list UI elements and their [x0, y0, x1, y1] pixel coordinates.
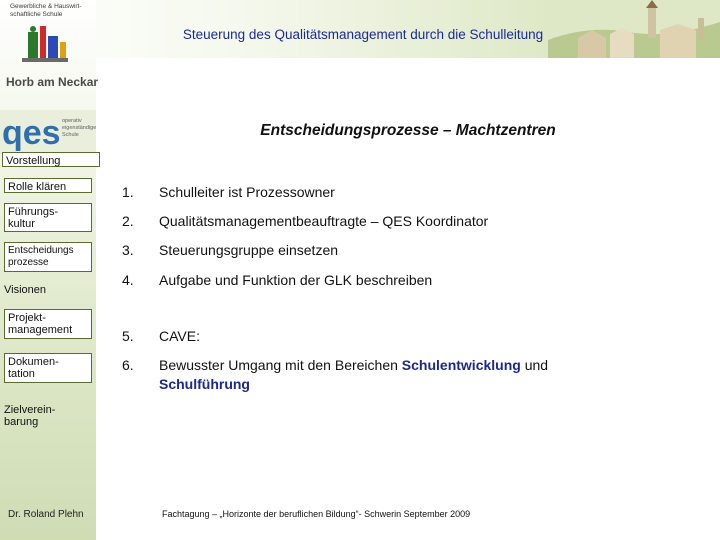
- city-name: Horb am Neckar: [6, 75, 99, 89]
- sidebar-item-entscheidungsprozesse[interactable]: Entscheidungs prozesse: [4, 242, 92, 272]
- list-number: 6.: [122, 357, 134, 373]
- list-number: 1.: [122, 184, 134, 200]
- sidebar-item-projektmanagement[interactable]: Projekt- management: [4, 309, 92, 339]
- page-title: Steuerung des Qualitätsmanagement durch die Schulleitung: [182, 27, 544, 42]
- list-number: 3.: [122, 242, 134, 258]
- list-text: Aufgabe und Funktion der GLK beschreiben: [159, 272, 433, 288]
- qes-sub-line: eigenständige: [62, 125, 97, 131]
- school-name: [10, 3, 94, 19]
- list-text: Steuerungsgruppe einsetzen: [159, 242, 339, 258]
- list-number: 2.: [122, 213, 134, 229]
- list-number: 4.: [122, 272, 134, 288]
- author-name: Dr. Roland Plehn: [8, 509, 84, 520]
- list-text: Qualitätsmanagementbeauftragte – QES Koordinator: [159, 213, 489, 229]
- school-logo: [20, 22, 70, 66]
- school-name-line: Gewerbliche & Hauswirt-: [10, 3, 82, 10]
- footer-text: Fachtagung – „Horizonte der beruflichen Bildung“- Schwerin September 2009: [162, 509, 471, 519]
- list-text: CAVE:: [159, 328, 200, 344]
- sidebar-item-zielvereinbarung[interactable]: Zielverein- barung: [4, 404, 56, 428]
- qes-logo-text: qes: [2, 114, 61, 152]
- highlight-schulfuehrung: Schulführung: [159, 376, 250, 392]
- list-text: Schulleiter ist Prozessowner: [159, 184, 335, 200]
- list-text-part: Bewusster Umgang mit den Bereichen: [159, 357, 402, 373]
- sidebar-item-rolle-klaeren[interactable]: Rolle klären: [4, 178, 92, 193]
- list-text-part: und: [520, 357, 549, 373]
- qes-sub-line: operativ: [62, 118, 82, 124]
- qes-subtitle: [62, 118, 96, 139]
- qes-sub-line: Schule: [62, 132, 79, 138]
- sidebar-item-fuehrungskultur[interactable]: Führungs- kultur: [4, 203, 92, 232]
- school-name-line: schaftliche Schule: [10, 11, 63, 18]
- sidebar-item-vorstellung[interactable]: Vorstellung: [2, 152, 100, 167]
- sidebar-item-dokumentation[interactable]: Dokumen- tation: [4, 353, 92, 383]
- highlight-schulentwicklung: Schulentwicklung: [401, 357, 521, 373]
- sidebar-item-visionen[interactable]: Visionen: [4, 284, 46, 296]
- list-text: [159, 356, 548, 374]
- list-number: 5.: [122, 328, 134, 344]
- section-heading: Entscheidungsprozesse – Machtzentren: [260, 122, 556, 139]
